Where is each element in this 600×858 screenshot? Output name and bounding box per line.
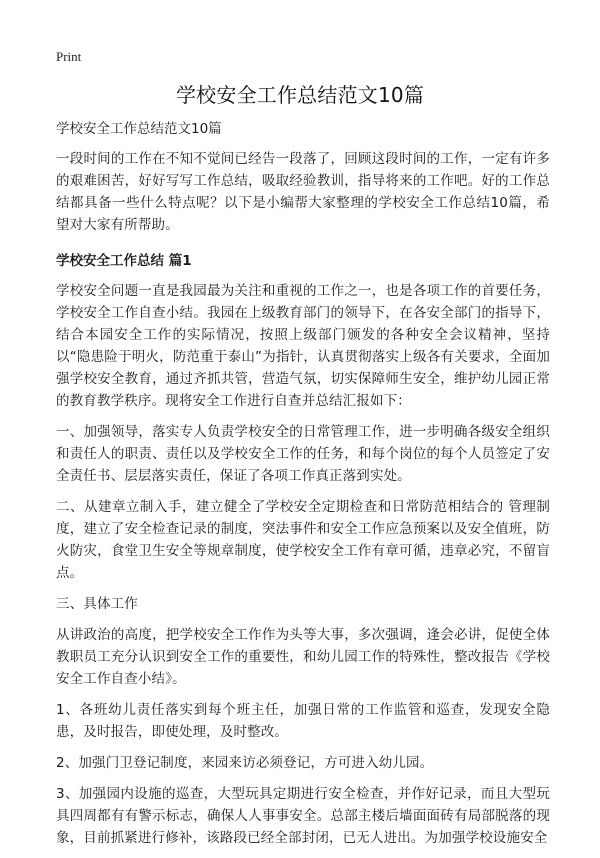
- body-paragraph: 从讲政治的高度，把学校安全工作作为头等大事，多次强调，逢会必讲，促使全体教职员工充分认识到安全工作的重要性，和幼儿园工作的特殊性，整改报告《学校安全工作自查小结》。: [56, 627, 550, 687]
- body-paragraph: 学校安全问题一直是我园最为关注和重视的工作之一，也是各项工作的首要任务，学校安全工作自查小结。我园在上级教育部门的领导下，在各安全部门的指导下，结合本园安全工作的实际情况，按照上级部门颁发的各种安全会议精神，坚持以“隐患险于明火，防范重于泰山”为指针，认真贯彻落实上级各有关要求，全面加强学校安全教育，通过齐抓共管，营造气氛，切实保障师生安全，维护幼儿园正常的教育教学秩序。现将安全工作进行自查并总结汇报如下：: [56, 283, 550, 409]
- document-subtitle: 学校安全工作总结范文10篇: [56, 121, 222, 137]
- body-paragraph: 3、加强园内设施的巡查，大型玩具定期进行安全检查，并作好记录，而且大型玩具四周都有有警示标志，确保人人事事安全。总部主楼后墙面面砖有局部脱落的现象，目前抓紧进行修补，该路段已经全部封闭，已无人进出。为加强学校设施安全: [56, 786, 550, 846]
- body-paragraph: 2、加强门卫登记制度，来园来访必须登记，方可进入幼儿园。: [56, 755, 434, 771]
- section-heading: 学校安全工作总结 篇1: [56, 253, 192, 269]
- document-body: [56, 118, 550, 858]
- page-title: 学校安全工作总结范文10篇: [175, 83, 425, 107]
- print-link[interactable]: Print: [56, 49, 82, 64]
- body-paragraph: 1、各班幼儿责任落实到每个班主任，加强日常的工作监管和巡查，发现安全隐患，及时报告，即使处理，及时整改。: [56, 702, 550, 740]
- body-paragraph: 三、具体工作: [56, 596, 138, 612]
- body-paragraph: 一、加强领导，落实专人负责学校安全的日常管理工作，进一步明确各级安全组织和责任人的职责、责任以及学校安全工作的任务，和每个岗位的每个人员签定了安全责任书、层层落实责任，保证了各项工作真正落到实处。: [56, 424, 550, 484]
- body-paragraph: 二、从建章立制入手，建立健全了学校安全定期检查和日常防范相结合的 管理制度，建立了安全检查记录的制度，突法事件和安全工作应急预案以及安全值班，防火防灾，食堂卫生安全等规章制度，使学校安全工作有章可循，违章必究，不留盲点。: [56, 499, 550, 581]
- intro-paragraph: 一段时间的工作在不知不觉间已经告一段落了，回顾这段时间的工作，一定有许多的艰难困苦，好好写写工作总结，吸取经验教训，指导将来的工作吧。好的工作总结都具备一些什么特点呢？以下是小编帮大家整理的学校安全工作总结10篇，希望对大家有所帮助。: [56, 151, 550, 233]
